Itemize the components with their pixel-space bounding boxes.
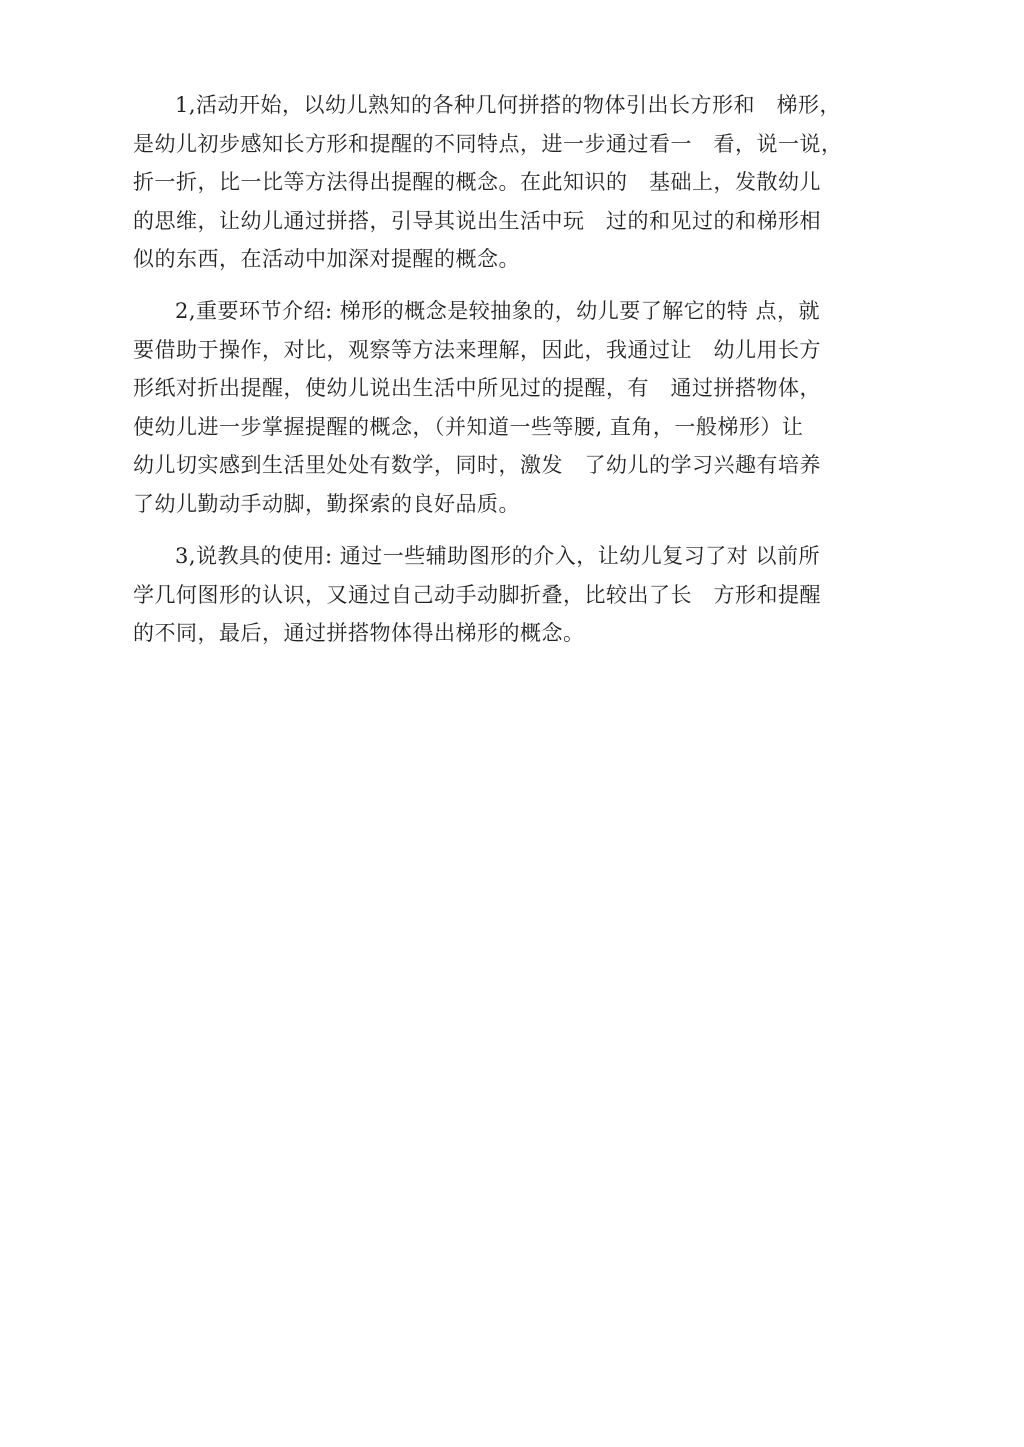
paragraph-line: 学几何图形的认识，又通过自己动手动脚折叠，比较出了长 方形和提醒 [133, 582, 821, 607]
paragraph-1 [133, 86, 843, 279]
paragraph-2 [133, 292, 821, 523]
paragraph-line: 形纸对折出提醒，使幼儿说出生活中所见过的提醒，有 通过拼搭物体， [133, 376, 821, 400]
paragraph-line: 3,说教具的使用: 通过一些辅助图形的介入，让幼儿复习了对 以前所 [175, 544, 820, 568]
paragraph-line: 似的东西，在活动中加深对提醒的概念。 [133, 247, 520, 271]
paragraph-line: 折一折，比一比等方法得出提醒的概念。在此知识的 基础上，发散幼儿 [133, 170, 821, 194]
paragraph-line: 的不同，最后，通过拼搭物体得出梯形的概念。 [133, 621, 585, 645]
paragraph-line: 幼儿切实感到生活里处处有数学，同时，激发 了幼儿的学习兴趣有培养 [133, 453, 821, 477]
paragraph-line: 了幼儿勤动手动脚，勤探索的良好品质。 [133, 491, 520, 516]
paragraph-3 [133, 537, 821, 653]
paragraph-line: 是幼儿初步感知长方形和提醒的不同特点，进一步通过看一 看，说一说， [133, 131, 843, 156]
paragraph-line: 使幼儿进一步掌握提醒的概念，（并知道一些等腰, 直角，一般梯形）让 [133, 414, 804, 439]
paragraph-line: 1,活动开始，以幼儿熟知的各种几何拼搭的物体引出长方形和 梯形， [175, 93, 842, 117]
paragraph-line: 要借助于操作，对比，观察等方法来理解，因此，我通过让 幼儿用长方 [133, 337, 821, 362]
paragraph-line: 2,重要环节介绍: 梯形的概念是较抽象的，幼儿要了解它的特 点，就 [175, 299, 820, 323]
paragraph-line: 的思维，让幼儿通过拼搭，引导其说出生活中玩 过的和见过的和梯形相 [133, 208, 821, 233]
